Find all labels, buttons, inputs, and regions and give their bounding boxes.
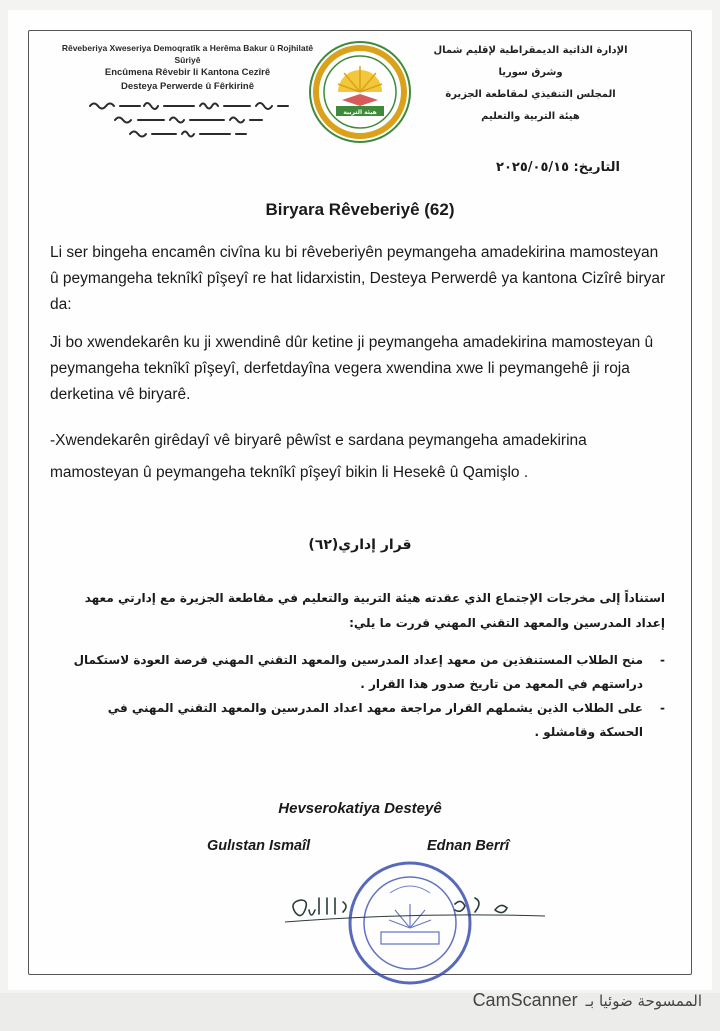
header-right-line-1: الإدارة الذاتية الديمقراطية لإقليم شمال وشرق سوريا bbox=[433, 45, 628, 78]
svg-text:هيئة التربية: هيئة التربية bbox=[343, 109, 377, 116]
signature-title: Hevserokatiya Desteyê bbox=[278, 800, 442, 817]
bullet-dash: - bbox=[660, 653, 665, 667]
arabic-list-item bbox=[60, 696, 665, 744]
document-date: التاريخ: ٢٠٢٥/٠٥/١٥ bbox=[496, 160, 620, 175]
arabic-list-item bbox=[60, 648, 665, 696]
paragraph-2: Ji bo xwendekarên ku ji xwendinê dûr ketine ji peymangeha amadekirina mamosteyan û peymangeha teknîkî pîşeyî, derfetdayîna vegera xwendina xwe li peymangehê ji roja derketina vê biryarê. bbox=[50, 334, 654, 403]
header-right-line-2: المجلس التنفيذي لمقاطعة الجزيرة bbox=[445, 89, 616, 100]
camscanner-brand: CamScanner bbox=[472, 990, 578, 1010]
header-arabic bbox=[423, 40, 638, 128]
paragraph-3: -Xwendekarên girêdayî vê biryarê pêwîst e sardana peymangeha amadekirina mamosteyan û peymangeha teknîkî pîşeyî bikin li Hesekê û Qamişlo . bbox=[50, 432, 587, 481]
header-left-line-1: Rêveberiya Xweseriya Demoqratîk a Herêma Bakur û Rojhilatê Sûriyê bbox=[61, 43, 314, 65]
header-kurdish bbox=[60, 42, 315, 147]
bullet-dash: - bbox=[660, 701, 665, 715]
document-page bbox=[8, 10, 712, 990]
arabic-list-item-text: على الطلاب الذين يشملهم القرار مراجعة معهد اعداد المدرسين والمعهد التقني المهني في الحسكة وقامشلو . bbox=[107, 701, 643, 739]
arabic-list bbox=[60, 648, 665, 744]
arabic-list-item-text: منح الطلاب المستنفذين من معهد إعداد المدرسين والمعهد التقني المهني فرصة العودة لاستكمال دراستهم في المعهد من تاريخ صدور هذا القرار . bbox=[73, 653, 643, 691]
ministry-logo bbox=[308, 40, 412, 144]
header-right-line-3: هيئة التربية والتعليم bbox=[481, 111, 580, 122]
paragraph-1: Li ser bingeha encamên civîna ku bi rêveberiyên peymangeha amadekirina mamosteyan û peymangeha teknîkî pîşeyî re hat lidarxistin, Desteya Perwerdê ya kantona Cizîrê biryar da: bbox=[50, 244, 666, 313]
signatory-name-1: Gulıstan Ismaîl bbox=[207, 838, 311, 854]
handwritten-signature bbox=[285, 892, 545, 932]
signatory-name-2: Ednan Berrî bbox=[427, 838, 510, 854]
header-left-line-3: Desteya Perwerde û Fêrkirinê bbox=[120, 81, 255, 92]
decision-title: Biryara Rêveberiyê (62) bbox=[265, 200, 455, 219]
header-left-line-2: Encûmena Rêvebir li Kantona Cezîrê bbox=[104, 67, 271, 78]
camscanner-arabic: الممسوحة ضوئيا بـ bbox=[585, 992, 702, 1010]
syriac-script-lines bbox=[60, 98, 315, 142]
arabic-intro: استناداً إلى مخرجات الإجتماع الذي عقدته هيئة التربية والتعليم في مقاطعة الجزيرة مع إدارتي معهد إعداد المدرسين والمعهد التقني المهني قررت ما يلي: bbox=[84, 591, 665, 630]
arabic-decision-title: قرار إداري(٦٢) bbox=[308, 537, 412, 553]
camscanner-watermark bbox=[473, 990, 702, 1011]
